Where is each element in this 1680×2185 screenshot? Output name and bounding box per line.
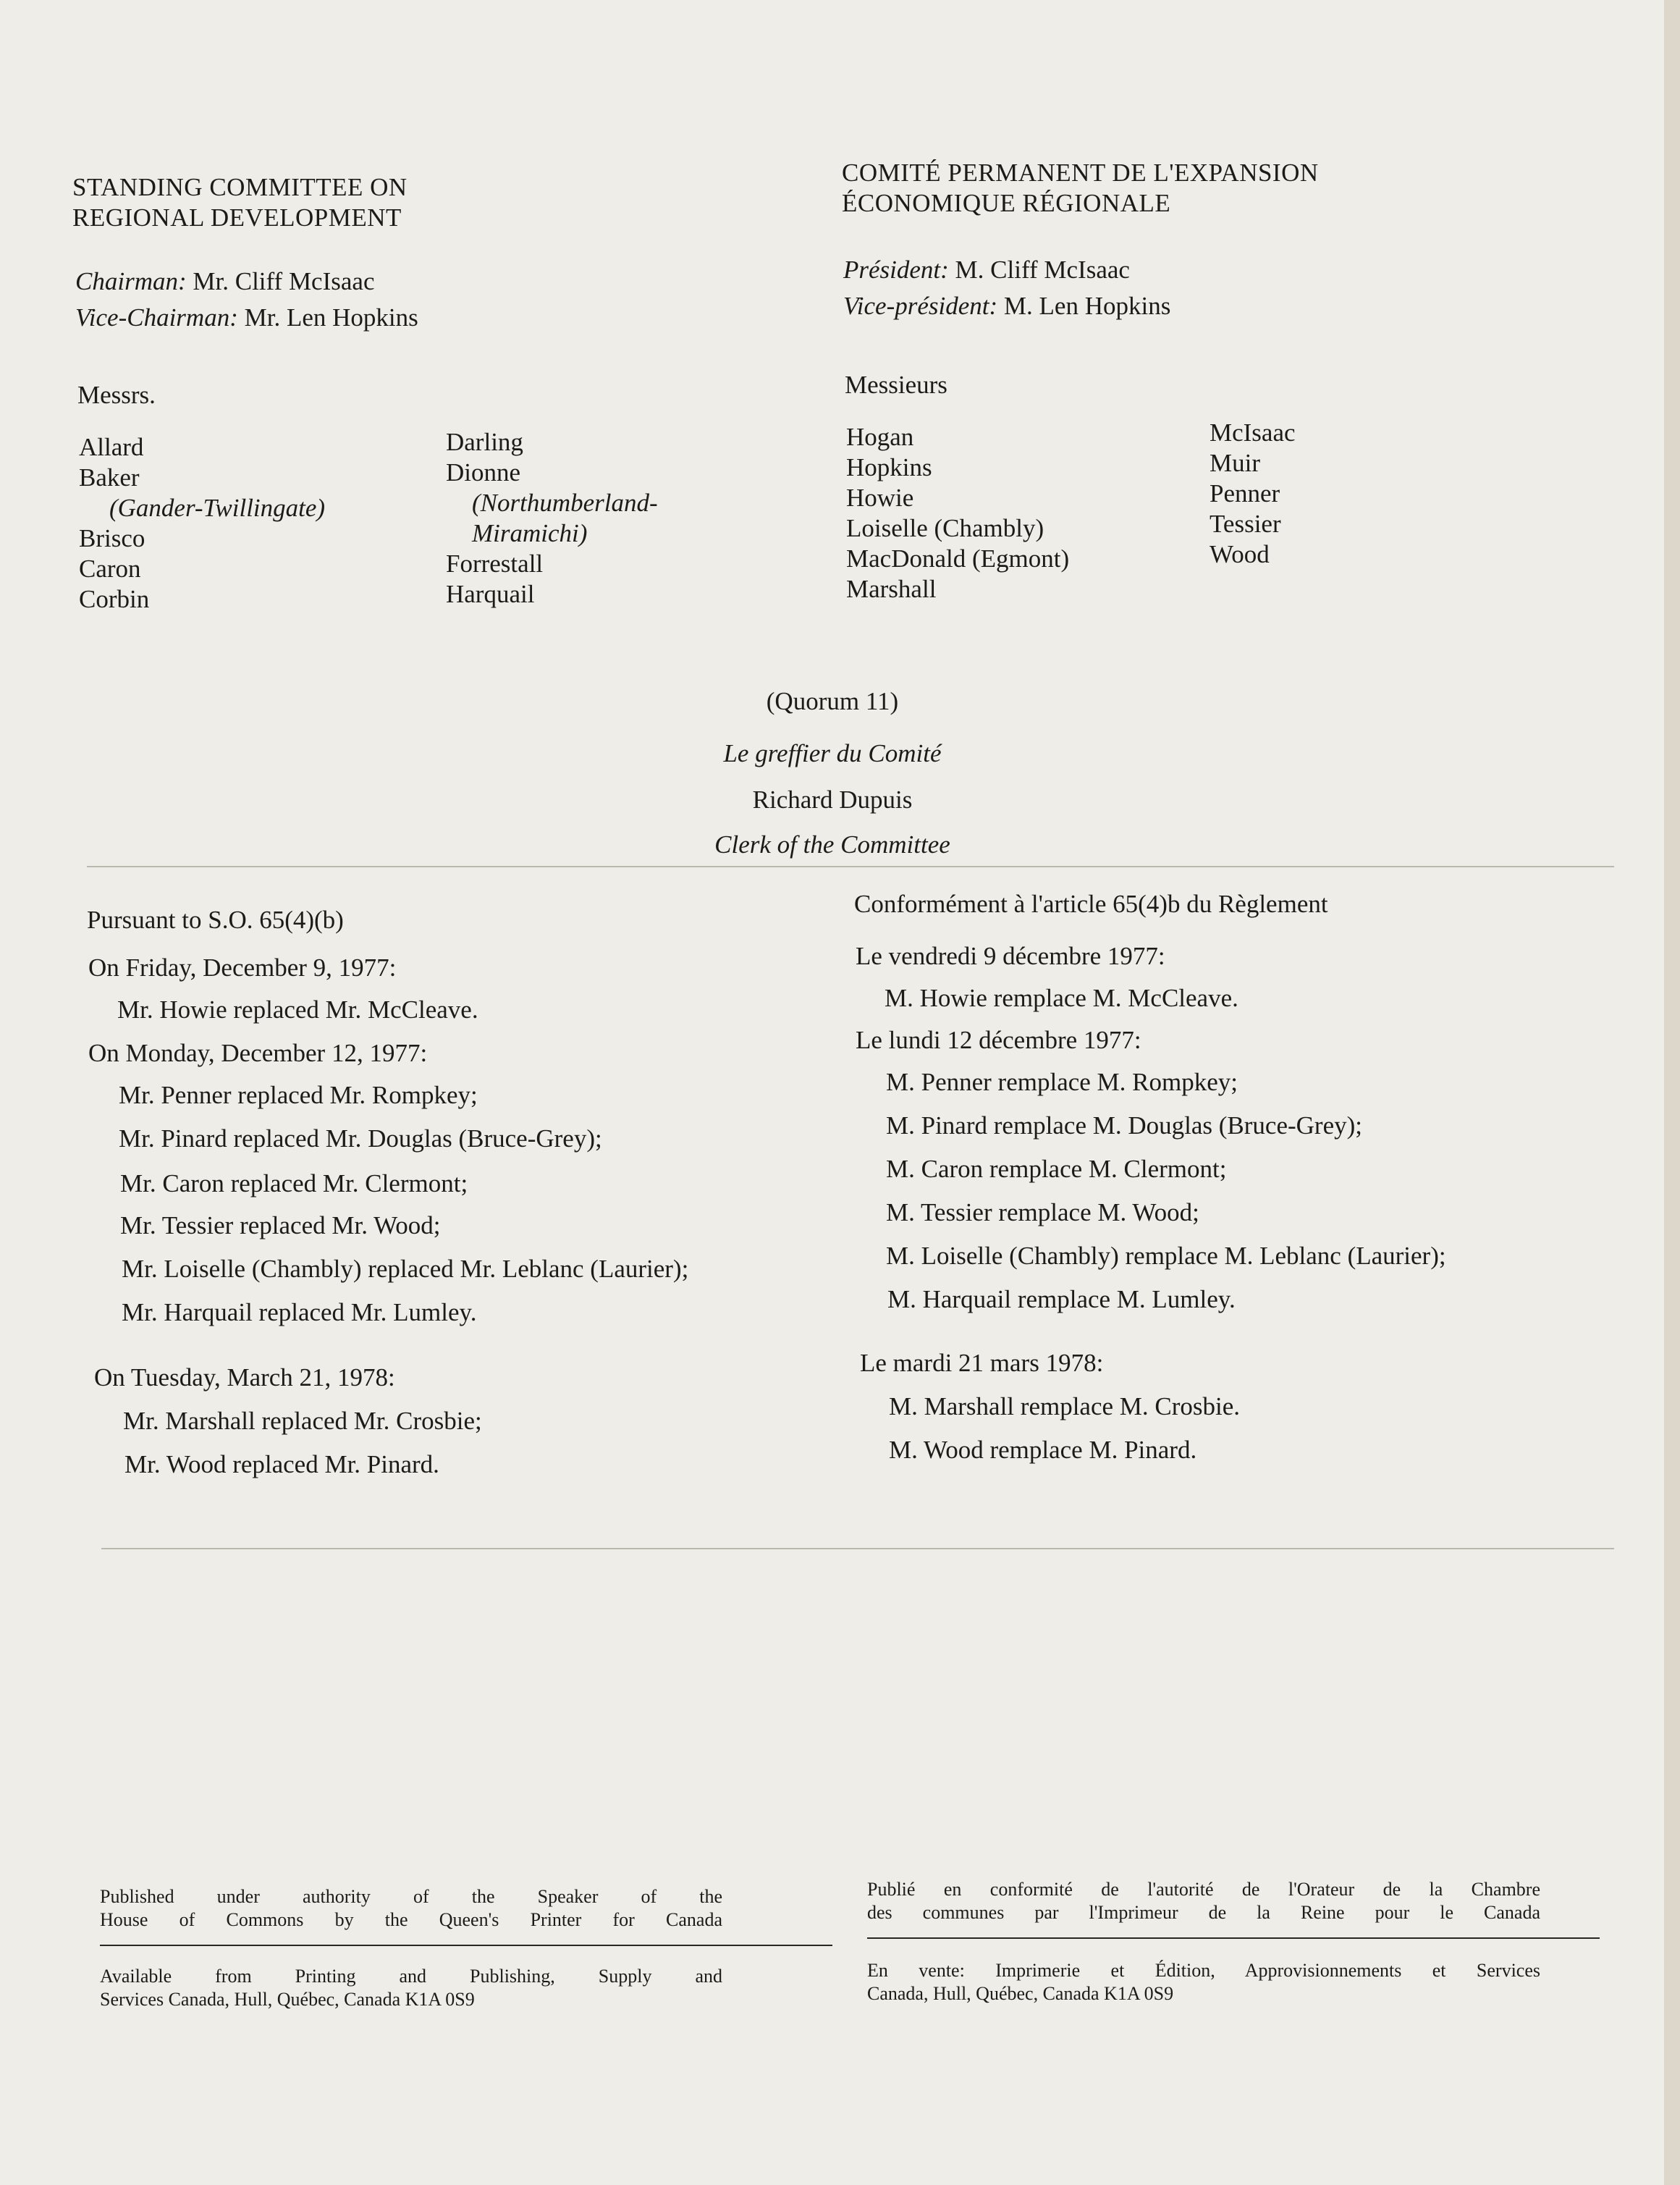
member-name: Baker (79, 463, 140, 492)
changes-intro-en: Pursuant to S.O. 65(4)(b) (87, 906, 344, 934)
committee-title-en-line1: STANDING COMMITTEE ON (72, 173, 408, 201)
footer-available-en (100, 1965, 722, 2011)
footer-line: des communes par l'Imprimeur de la Reine pour le Canada (867, 1902, 1540, 1923)
change-item: Mr. Tessier replaced Mr. Wood; (120, 1211, 441, 1239)
president-name-fr: M. Cliff McIsaac (955, 256, 1130, 284)
member-name: Loiselle (Chambly) (846, 514, 1044, 542)
president-label-fr: Président: (843, 256, 949, 284)
member-riding: (Gander-Twillingate) (109, 494, 326, 522)
change-item: M. Harquail remplace M. Lumley. (887, 1285, 1236, 1313)
member-name: McIsaac (1210, 418, 1296, 447)
changes-intro-fr: Conformément à l'article 65(4)b du Règlement (854, 890, 1328, 918)
change-item: M. Pinard remplace M. Douglas (Bruce-Grey); (886, 1111, 1362, 1140)
member-riding: (Northumberland- (472, 489, 658, 517)
change-item: M. Caron remplace M. Clermont; (886, 1155, 1227, 1183)
footer-published-en (100, 1885, 722, 1932)
member-name: Muir (1210, 449, 1260, 477)
member-name: Tessier (1210, 510, 1281, 538)
footer-line: Canada, Hull, Québec, Canada K1A 0S9 (867, 1983, 1174, 2004)
footer-line: Available from Printing and Publishing, Supply and (100, 1966, 722, 1987)
change-item: Mr. Penner replaced Mr. Rompkey; (119, 1081, 478, 1109)
member-riding: Miramichi) (472, 519, 588, 547)
change-date: Le vendredi 9 décembre 1977: (856, 942, 1165, 970)
change-item: Mr. Pinard replaced Mr. Douglas (Bruce-Grey); (119, 1124, 602, 1153)
vice-president-name-fr: M. Len Hopkins (1003, 292, 1171, 320)
quorum: (Quorum 11) (766, 687, 899, 715)
members-fr-col2 (1210, 418, 1296, 570)
vice-president-fr (843, 291, 1170, 321)
committee-title-fr-line2: ÉCONOMIQUE RÉGIONALE (842, 189, 1171, 217)
member-name: Howie (846, 484, 914, 512)
vice-president-label-fr: Vice-président: (843, 292, 998, 320)
members-en-col2 (446, 427, 658, 610)
president-fr (843, 255, 1130, 285)
footer-line: Published under authority of the Speaker of the (100, 1886, 722, 1907)
change-item: Mr. Wood replaced Mr. Pinard. (124, 1450, 439, 1478)
change-item: Mr. Loiselle (Chambly) replaced Mr. Leblanc (Laurier); (122, 1255, 689, 1283)
member-name: Hogan (846, 423, 914, 451)
member-name: MacDonald (Egmont) (846, 544, 1070, 573)
change-date: On Friday, December 9, 1977: (88, 953, 397, 982)
clerk-title-en: Clerk of the Committee (714, 830, 950, 859)
members-heading-fr: Messieurs (845, 371, 947, 399)
change-item: M. Howie remplace M. McCleave. (885, 984, 1238, 1012)
committee-title-fr (842, 158, 1319, 219)
change-item: Mr. Marshall replaced Mr. Crosbie; (123, 1407, 482, 1435)
footer-line: House of Commons by the Queen's Printer for Canada (100, 1909, 722, 1930)
change-date: Le mardi 21 mars 1978: (860, 1349, 1104, 1377)
member-name: Wood (1210, 540, 1270, 568)
members-heading-en: Messrs. (77, 381, 156, 409)
chairman-en (75, 266, 374, 297)
member-name: Forrestall (446, 550, 544, 578)
members-fr-col1 (846, 422, 1069, 605)
committee-title-fr-line1: COMITÉ PERMANENT DE L'EXPANSION (842, 159, 1319, 187)
change-date: On Tuesday, March 21, 1978: (94, 1363, 395, 1392)
change-date: On Monday, December 12, 1977: (88, 1039, 428, 1067)
change-item: M. Marshall remplace M. Crosbie. (889, 1392, 1241, 1420)
member-name: Caron (79, 555, 141, 583)
member-name: Harquail (446, 580, 535, 608)
member-name: Allard (79, 433, 144, 461)
vice-chairman-name-en: Mr. Len Hopkins (244, 303, 418, 332)
clerk-title-fr: Le greffier du Comité (723, 739, 942, 767)
chairman-label-en: Chairman: (75, 267, 187, 295)
members-en-col1 (79, 432, 325, 615)
member-name: Dionne (446, 458, 521, 487)
member-name: Corbin (79, 585, 150, 613)
footer-published-fr (867, 1878, 1540, 1924)
change-item: M. Wood remplace M. Pinard. (889, 1436, 1197, 1464)
change-item: Mr. Harquail replaced Mr. Lumley. (122, 1298, 477, 1326)
footer-rule-en (100, 1945, 832, 1946)
chairman-name-en: Mr. Cliff McIsaac (193, 267, 375, 295)
page-edge (1664, 0, 1680, 2185)
member-name: Penner (1210, 479, 1280, 508)
change-item: M. Tessier remplace M. Wood; (886, 1198, 1199, 1226)
member-name: Darling (446, 428, 523, 456)
footer-line: Services Canada, Hull, Québec, Canada K1A 0S9 (100, 1989, 475, 2010)
vice-chairman-en (75, 303, 418, 333)
section-divider (101, 1548, 1614, 1549)
member-name: Brisco (79, 524, 145, 552)
committee-title-en (72, 172, 408, 233)
footer-rule-fr (867, 1937, 1600, 1939)
member-name: Hopkins (846, 453, 932, 481)
member-name: Marshall (846, 575, 937, 603)
section-divider (87, 866, 1614, 867)
committee-title-en-line2: REGIONAL DEVELOPMENT (72, 203, 402, 232)
vice-chairman-label-en: Vice-Chairman: (75, 303, 238, 332)
footer-line: Publié en conformité de l'autorité de l'Orateur de la Chambre (867, 1879, 1540, 1900)
clerk-name: Richard Dupuis (752, 786, 913, 814)
change-date: Le lundi 12 décembre 1977: (856, 1026, 1141, 1054)
footer-available-fr (867, 1959, 1540, 2005)
change-item: Mr. Howie replaced Mr. McCleave. (117, 995, 478, 1024)
change-item: M. Penner remplace M. Rompkey; (886, 1068, 1238, 1096)
change-item: Mr. Caron replaced Mr. Clermont; (120, 1169, 468, 1197)
footer-line: En vente: Imprimerie et Édition, Approvisionnements et Services (867, 1960, 1540, 1981)
change-item: M. Loiselle (Chambly) remplace M. Leblanc (Laurier); (886, 1242, 1446, 1270)
